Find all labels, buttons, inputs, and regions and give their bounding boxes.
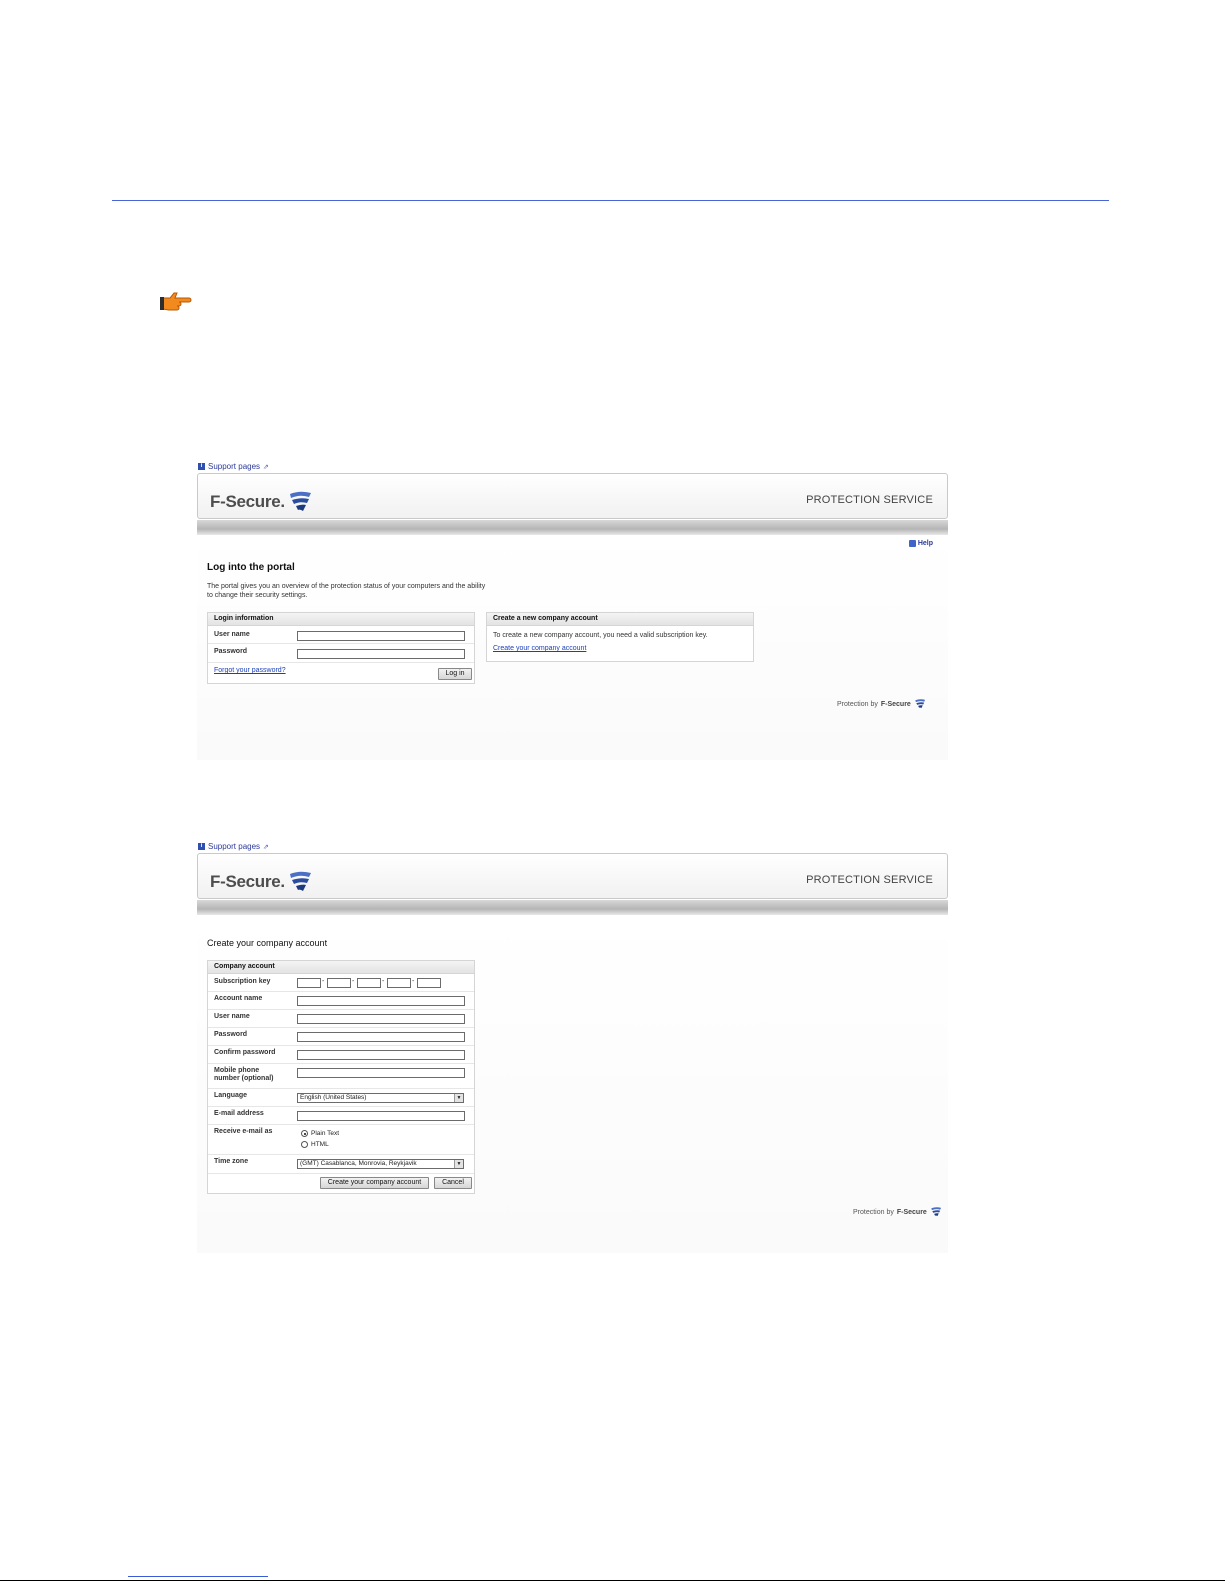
password-input[interactable] (297, 1032, 465, 1042)
radio-selected-icon (301, 1130, 308, 1137)
divider (208, 1088, 474, 1089)
divider (208, 1106, 474, 1107)
email-label: E-mail address (214, 1110, 264, 1117)
fsecure-logo: F-Secure. (210, 489, 313, 515)
create-account-text: To create a new company account, you need a valid subscription key. (493, 632, 708, 639)
fsecure-logo: F-Secure. (210, 869, 313, 895)
support-pages-link[interactable]: i Support pages ⇗ (198, 842, 269, 851)
confirm-password-label: Confirm password (214, 1049, 276, 1056)
receive-email-label: Receive e-mail as (214, 1128, 273, 1135)
header-band (197, 900, 948, 915)
divider (208, 1124, 474, 1125)
support-pages-link[interactable]: i Support pages ⇗ (198, 462, 269, 471)
language-label: Language (214, 1092, 248, 1099)
email-format-html[interactable]: HTML (301, 1141, 329, 1148)
fsecure-wave-icon (930, 1206, 942, 1218)
account-name-label: Account name (214, 995, 263, 1002)
company-account-panel-title: Company account (208, 961, 474, 974)
divider (208, 643, 474, 644)
password-label: Password (214, 648, 248, 655)
time-zone-label: Time zone (214, 1158, 249, 1165)
create-account-panel-title: Create a new company account (487, 613, 753, 626)
chevron-down-icon: ▼ (454, 1094, 463, 1102)
service-title: PROTECTION SERVICE (806, 494, 933, 506)
external-link-icon: ⇗ (263, 843, 269, 851)
divider (208, 1063, 474, 1064)
help-icon (909, 540, 916, 547)
subscription-key-part-2[interactable] (327, 978, 351, 988)
service-title: PROTECTION SERVICE (806, 874, 933, 886)
login-button[interactable]: Log in (438, 668, 472, 680)
email-input[interactable] (297, 1111, 465, 1121)
radio-unselected-icon (301, 1141, 308, 1148)
divider (208, 662, 474, 663)
pointing-hand-icon (160, 290, 194, 312)
confirm-password-input[interactable] (297, 1050, 465, 1060)
divider (208, 1173, 474, 1174)
username-label: User name (214, 631, 250, 638)
forgot-password-link[interactable]: Forgot your password? (214, 667, 286, 674)
app-header (197, 853, 948, 899)
divider (208, 1009, 474, 1010)
page-title: Create your company account (207, 938, 328, 948)
subscription-key-part-3[interactable] (357, 978, 381, 988)
password-label: Password (214, 1031, 248, 1038)
help-link[interactable]: Help (909, 540, 933, 547)
info-icon: i (198, 843, 205, 850)
create-account-panel (486, 612, 754, 662)
subscription-key-part-5[interactable] (417, 978, 441, 988)
mobile-phone-label: Mobile phone number (optional) (214, 1067, 274, 1082)
separator: - (382, 978, 385, 985)
email-format-plain-text[interactable]: Plain Text (301, 1130, 339, 1137)
login-panel (207, 612, 475, 684)
divider (208, 1027, 474, 1028)
page-bottom-edge (0, 1580, 1225, 1581)
user-name-input[interactable] (297, 1014, 465, 1024)
divider (208, 1154, 474, 1155)
protection-by-footer: Protection by F-Secure (837, 698, 926, 710)
subscription-key-label: Subscription key (214, 978, 271, 985)
app-header (197, 473, 948, 519)
page-description: The portal gives you an overview of the protection status of your computers and the ability to change their security settings. (207, 583, 486, 599)
create-account-link[interactable]: Create your company account (493, 645, 587, 652)
fsecure-wave-icon (287, 489, 313, 515)
company-account-panel (207, 960, 475, 1194)
info-icon: i (198, 463, 205, 470)
user-name-label: User name (214, 1013, 250, 1020)
login-portal-screenshot (192, 458, 955, 760)
divider (208, 1045, 474, 1046)
language-select[interactable]: English (United States) ▼ (297, 1093, 464, 1103)
cancel-button[interactable]: Cancel (434, 1177, 472, 1189)
fsecure-wave-icon (287, 869, 313, 895)
separator: - (322, 978, 325, 985)
external-link-icon: ⇗ (263, 463, 269, 471)
footer-link-rule (128, 1576, 268, 1577)
separator: - (352, 978, 355, 985)
username-input[interactable] (297, 631, 465, 641)
document-header-rule (112, 200, 1109, 201)
create-account-button[interactable]: Create your company account (320, 1177, 429, 1189)
fsecure-wave-icon (914, 698, 926, 710)
login-panel-title: Login information (208, 613, 474, 626)
divider (208, 991, 474, 992)
create-account-screenshot (192, 838, 955, 1253)
header-band (197, 520, 948, 535)
chevron-down-icon: ▼ (454, 1160, 463, 1168)
mobile-phone-input[interactable] (297, 1068, 465, 1078)
password-input[interactable] (297, 649, 465, 659)
time-zone-select[interactable]: (GMT) Casablanca, Monrovia, Reykjavik ▼ (297, 1159, 464, 1169)
page-title: Log into the portal (207, 562, 295, 573)
account-name-input[interactable] (297, 996, 465, 1006)
subscription-key-part-4[interactable] (387, 978, 411, 988)
separator: - (412, 978, 415, 985)
protection-by-footer: Protection by F-Secure (853, 1206, 942, 1218)
subscription-key-part-1[interactable] (297, 978, 321, 988)
